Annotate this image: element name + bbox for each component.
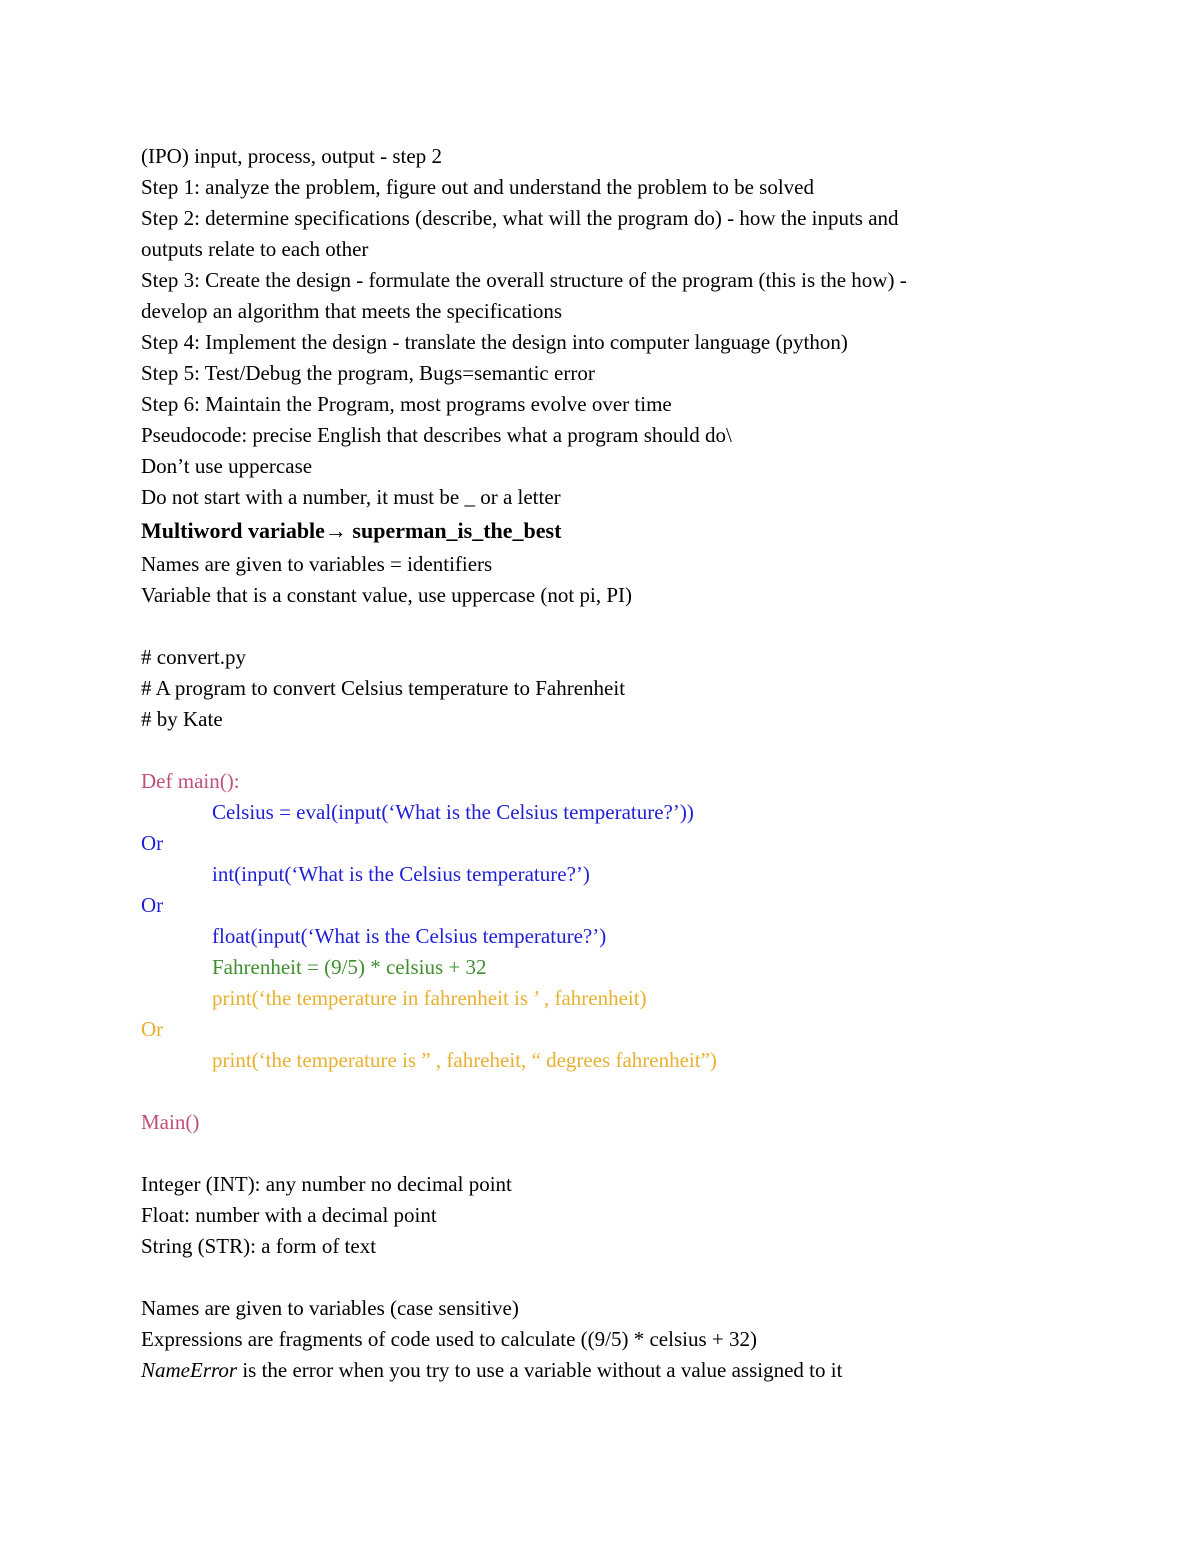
code-or-1: Or: [141, 831, 164, 855]
nameerror-term: NameError: [141, 1358, 238, 1382]
spacer: [141, 611, 1041, 642]
identifiers-line: Names are given to variables = identifiers: [141, 552, 493, 576]
spacer: [141, 1138, 1041, 1169]
step3-line: Step 3: Create the design - formulate the overall structure of the program (this is the how) -: [141, 268, 907, 292]
ipo-line: (IPO) input, process, output - step 2: [141, 144, 442, 168]
step6-line: Step 6: Maintain the Program, most programs evolve over time: [141, 392, 672, 416]
spacer: [141, 1262, 1041, 1293]
code-main-call: Main(): [141, 1110, 200, 1134]
constant-line: Variable that is a constant value, use uppercase (not pi, PI): [141, 583, 633, 607]
expressions-line: Expressions are fragments of code used to calculate ((9/5) * celsius + 32): [141, 1327, 757, 1351]
code-def-main: Def main():: [141, 769, 240, 793]
pseudocode-line: Pseudocode: precise English that describes what a program should do\: [141, 423, 732, 447]
no-number-start-line: Do not start with a number, it must be _ or a letter: [141, 485, 561, 509]
step5-line: Step 5: Test/Debug the program, Bugs=semantic error: [141, 361, 595, 385]
code-or-3: Or: [141, 1017, 164, 1041]
code-comment-author: # by Kate: [141, 707, 223, 731]
code-int-input: int(input(‘What is the Celsius temperature?’): [212, 862, 590, 886]
nameerror-line: [141, 1355, 1041, 1386]
code-float-input: float(input(‘What is the Celsius temperature?’): [212, 924, 607, 948]
code-celsius-eval: Celsius = eval(input(‘What is the Celsius temperature?’)): [212, 800, 694, 824]
type-integer-line: Integer (INT): any number no decimal point: [141, 1172, 512, 1196]
code-fahrenheit-calc: Fahrenheit = (9/5) * celsius + 32: [212, 955, 487, 979]
case-sensitive-line: Names are given to variables (case sensitive): [141, 1296, 519, 1320]
spacer: [141, 1076, 1041, 1107]
code-print-2: print(‘the temperature is ” , fahreheit, “ degrees fahrenheit”): [212, 1048, 717, 1072]
no-uppercase-line: Don’t use uppercase: [141, 454, 313, 478]
code-print-1: print(‘the temperature in fahrenheit is ’ , fahrenheit): [212, 986, 647, 1010]
code-comment-description: # A program to convert Celsius temperature to Fahrenheit: [141, 676, 626, 700]
multiword-variable-line: Multiword variable→ superman_is_the_best: [141, 518, 562, 543]
code-comment-filename: # convert.py: [141, 645, 246, 669]
step1-line: Step 1: analyze the problem, figure out and understand the problem to be solved: [141, 175, 814, 199]
nameerror-description: is the error when you try to use a variable without a value assigned to it: [237, 1358, 843, 1382]
step4-line: Step 4: Implement the design - translate the design into computer language (python): [141, 330, 848, 354]
step2-line: Step 2: determine specifications (describe, what will the program do) - how the inputs and: [141, 206, 899, 230]
type-float-line: Float: number with a decimal point: [141, 1203, 437, 1227]
spacer: [141, 735, 1041, 766]
document-body: [141, 141, 1041, 1386]
step3-line-continued: develop an algorithm that meets the specifications: [141, 299, 563, 323]
step2-line-continued: outputs relate to each other: [141, 237, 369, 261]
code-or-2: Or: [141, 893, 164, 917]
type-string-line: String (STR): a form of text: [141, 1234, 377, 1258]
